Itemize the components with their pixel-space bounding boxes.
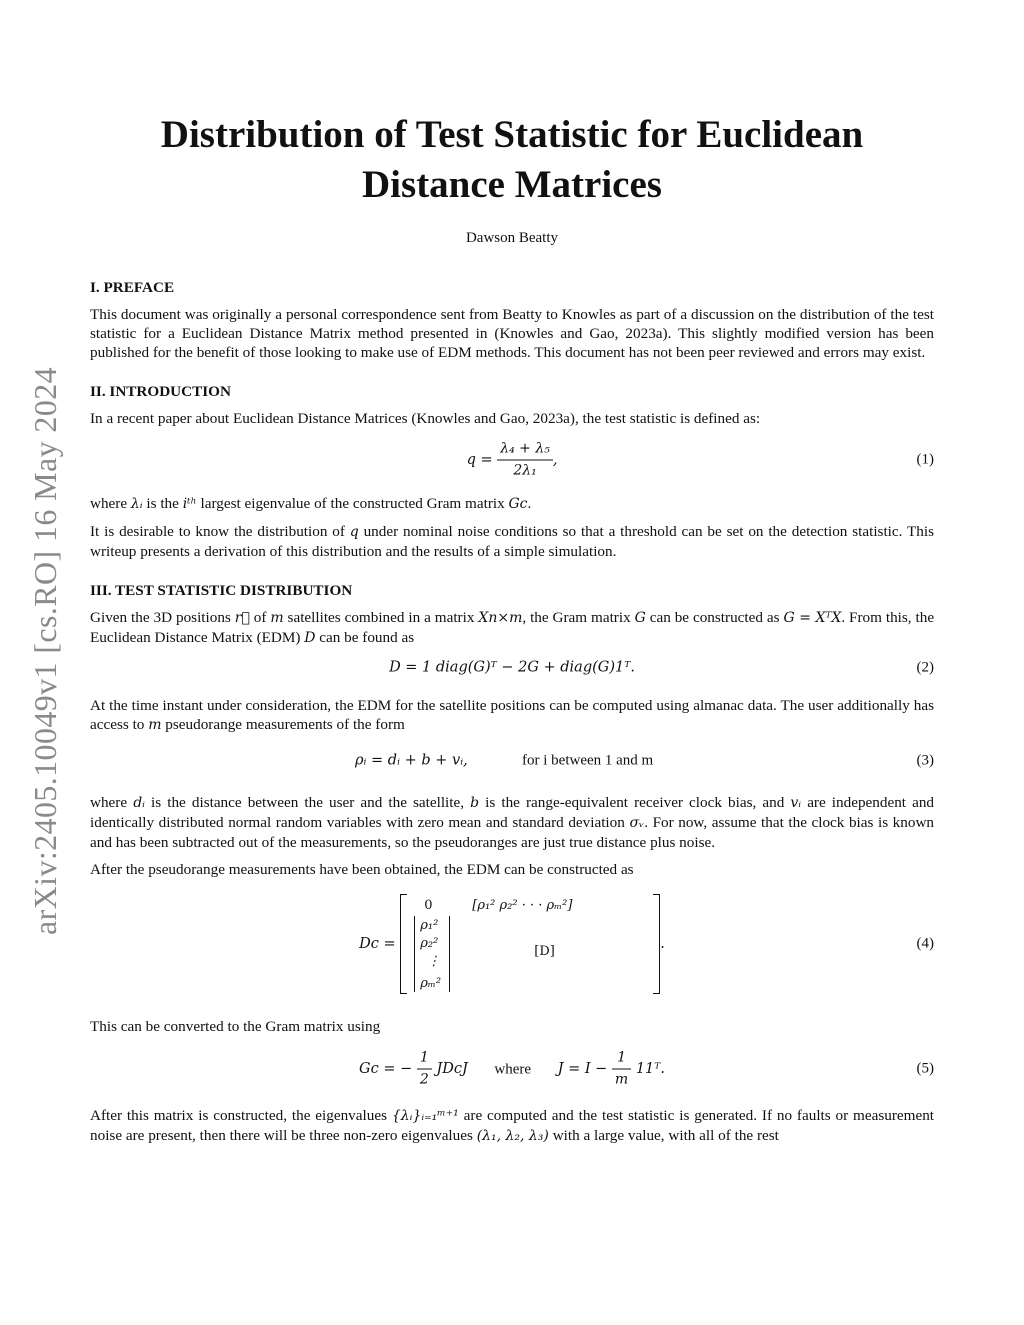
section-heading-introduction: II. INTRODUCTION [90,383,231,400]
eq5-number: (5) [916,1060,934,1077]
section-heading-distribution: III. TEST STATISTIC DISTRIBUTION [90,582,353,599]
intro-paragraph-1: In a recent paper about Euclidean Distance Matrices (Knowles and Gao, 2023a), the test statistic is defined as: [90,410,761,427]
equation-3 [90,741,934,781]
eq4-matrix [400,894,660,994]
paper-body [90,278,934,1146]
distribution-paragraph-2: At the time instant under consideration, the EDM for the satellite positions can be computed using almanac data. The user additionally has access to m pseudorange measurements of the form [90,697,934,733]
eq4-column-vector: ρ₁² ρ₂² ⋮ ρₘ² [414,916,450,992]
distribution-paragraph-6: After this matrix is constructed, the eigenvalues {λᵢ}ᵢ₌₁ᵐ⁺¹ are computed and the test statistic is generated. If no faults or measurement noise are present, then there will be three non-zero eigenvalues (λ₁, λ₂, λ₃) with a large value, with all of the rest [90,1107,935,1144]
distribution-paragraph-1: Given the 3D positions r⃗ of m satellites combined in a matrix Xn×m, the Gram matrix G can be constructed as G = XᵀX. From this, the Euclidean Distance Matrix (EDM) D can be found as [90,609,935,646]
eq3-condition: for i between 1 and m [522,752,654,769]
eq4-number: (4) [916,935,934,952]
eq1-number: (1) [916,451,934,468]
preface-paragraph: This document was originally a personal correspondence sent from Beatty to Knowles as part of a discussion on the distribution of the test statistic for a Euclidean Distance Matrix method presented in (Knowles and Gao, 2023a). This slightly modified version has been published for the benefit of those looking to make use of EDM methods. This document has not been peer reviewed and errors may exist. [90,306,934,361]
equation-4: Dc = 0 [ρ₁² ρ₂² · · · ρₘ²] ρ₁² ρ₂² ⋮ ρₘ² [D] . (4) [90,889,934,999]
paper-title: Distribution of Test Statistic for Euclidean Distance Matrices [160,113,864,206]
eq4-zero: 0 [424,898,433,913]
equation-5: Gc = − $\frac{1}{2}$ JDcJ where J = I − $\frac{1}{m}$ 11ᵀ. (5) [359,1049,934,1088]
distribution-paragraph-5: This can be converted to the Gram matrix using [90,1018,381,1035]
eq3-formula: ρᵢ = dᵢ + b + vᵢ, [355,752,468,769]
author: Dawson Beatty [465,230,559,246]
arxiv-watermark: arXiv:2405.10049v1 [cs.RO] 16 May 2024 [27,366,63,935]
eq2-body: D = 1 diag(G)ᵀ − 2G + diag(G)1ᵀ. [389,659,635,676]
equation-1: q = $\frac{\text{λ₄ + λ₅}}{\text{2λ₁}}$ , (1) [466,440,934,479]
eq4-lhs: Dc = [359,936,396,952]
section-heading-preface: I. PREFACE [90,279,175,296]
eq3-number: (3) [916,752,934,769]
intro-paragraph-2: where λᵢ is the iᵗʰ largest eigenvalue of the constructed Gram matrix Gc. [90,495,532,512]
eq4-edm-block: [D] [534,944,555,959]
eq4-row-vector: [ρ₁² ρ₂² · · · ρₘ²] [472,898,573,913]
intro-paragraph-3: It is desirable to know the distribution of q under nominal noise conditions so that a threshold can be set on the detection statistic. This writeup presents a derivation of this distribution and the results of a simple simulation. [90,523,935,560]
distribution-paragraph-3: where dᵢ is the distance between the user and the satellite, b is the range-equivalent receiver clock bias, and vᵢ are independent and identically distributed normal random variables with zero mean and standard deviation σᵥ. For now, assume that the clock bias is known and has been subtracted out of the measurements, so the pseudoranges are just true distance plus noise. [90,794,935,851]
equation-2 [90,650,934,686]
eq1-lhs: q = [466,452,493,468]
distribution-paragraph-4: After the pseudorange measurements have been obtained, the EDM can be constructed as [90,861,634,878]
eq1-fraction: $\frac{\text{λ₄ + λ₅}}{\text{2λ₁}}$ [497,440,553,481]
eq2-number: (2) [916,659,934,676]
